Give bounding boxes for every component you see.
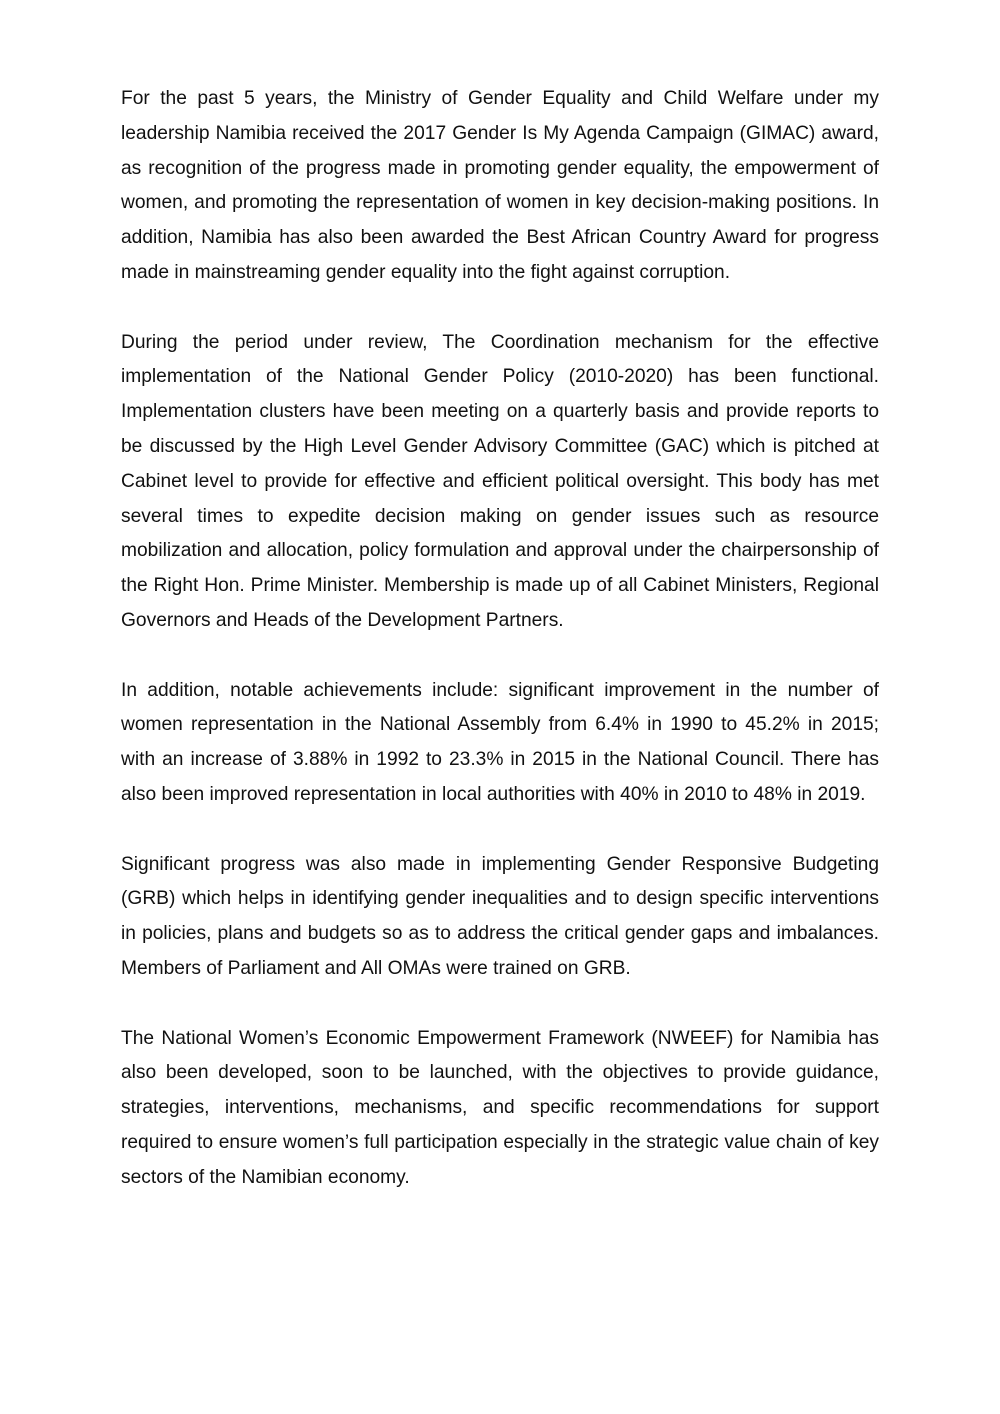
- paragraph-nweef-framework: The National Women’s Economic Empowerment Framework (NWEEF) for Namibia has also been developed, soon to be launched, with the objectives to provide guidance, strategies, interventions, mechanisms, and specific recommendations for support required to ensure women’s full participation especially in the strategic value chain of key sectors of the Namibian economy.: [121, 1027, 879, 1188]
- document-body: [121, 82, 879, 1196]
- paragraph-gimac-award: For the past 5 years, the Ministry of Gender Equality and Child Welfare under my leadership Namibia received the 2017 Gender Is My Agenda Campaign (GIMAC) award, as recognition of the progress made in promoting gender equality, the empowerment of women, and promoting the representation of women in key decision-making positions. In addition, Namibia has also been awarded the Best African Country Award for progress made in mainstreaming gender equality into the fight against corruption.: [121, 88, 879, 283]
- paragraph-coordination-mechanism: During the period under review, The Coordination mechanism for the effective implementation of the National Gender Policy (2010-2020) has been functional. Implementation clusters have been meeting on a quarterly basis and provide reports to be discussed by the High Level Gender Advisory Committee (GAC) which is pitched at Cabinet level to provide for effective and efficient political oversight. This body has met several times to expedite decision making on gender issues such as resource mobilization and allocation, policy formulation and approval under the chairpersonship of the Right Hon. Prime Minister. Membership is made up of all Cabinet Ministers, Regional Governors and Heads of the Development Partners.: [121, 331, 879, 631]
- paragraph-gender-responsive-budgeting: Significant progress was also made in implementing Gender Responsive Budgeting (GRB) which helps in identifying gender inequalities and to design specific interventions in policies, plans and budgets so as to address the critical gender gaps and imbalances. Members of Parliament and All OMAs were trained on GRB.: [121, 853, 879, 979]
- paragraph-women-representation: In addition, notable achievements include: significant improvement in the number of women representation in the National Assembly from 6.4% in 1990 to 45.2% in 2015; with an increase of 3.88% in 1992 to 23.3% in 2015 in the National Council. There has also been improved representation in local authorities with 40% in 2010 to 48% in 2019.: [121, 679, 879, 805]
